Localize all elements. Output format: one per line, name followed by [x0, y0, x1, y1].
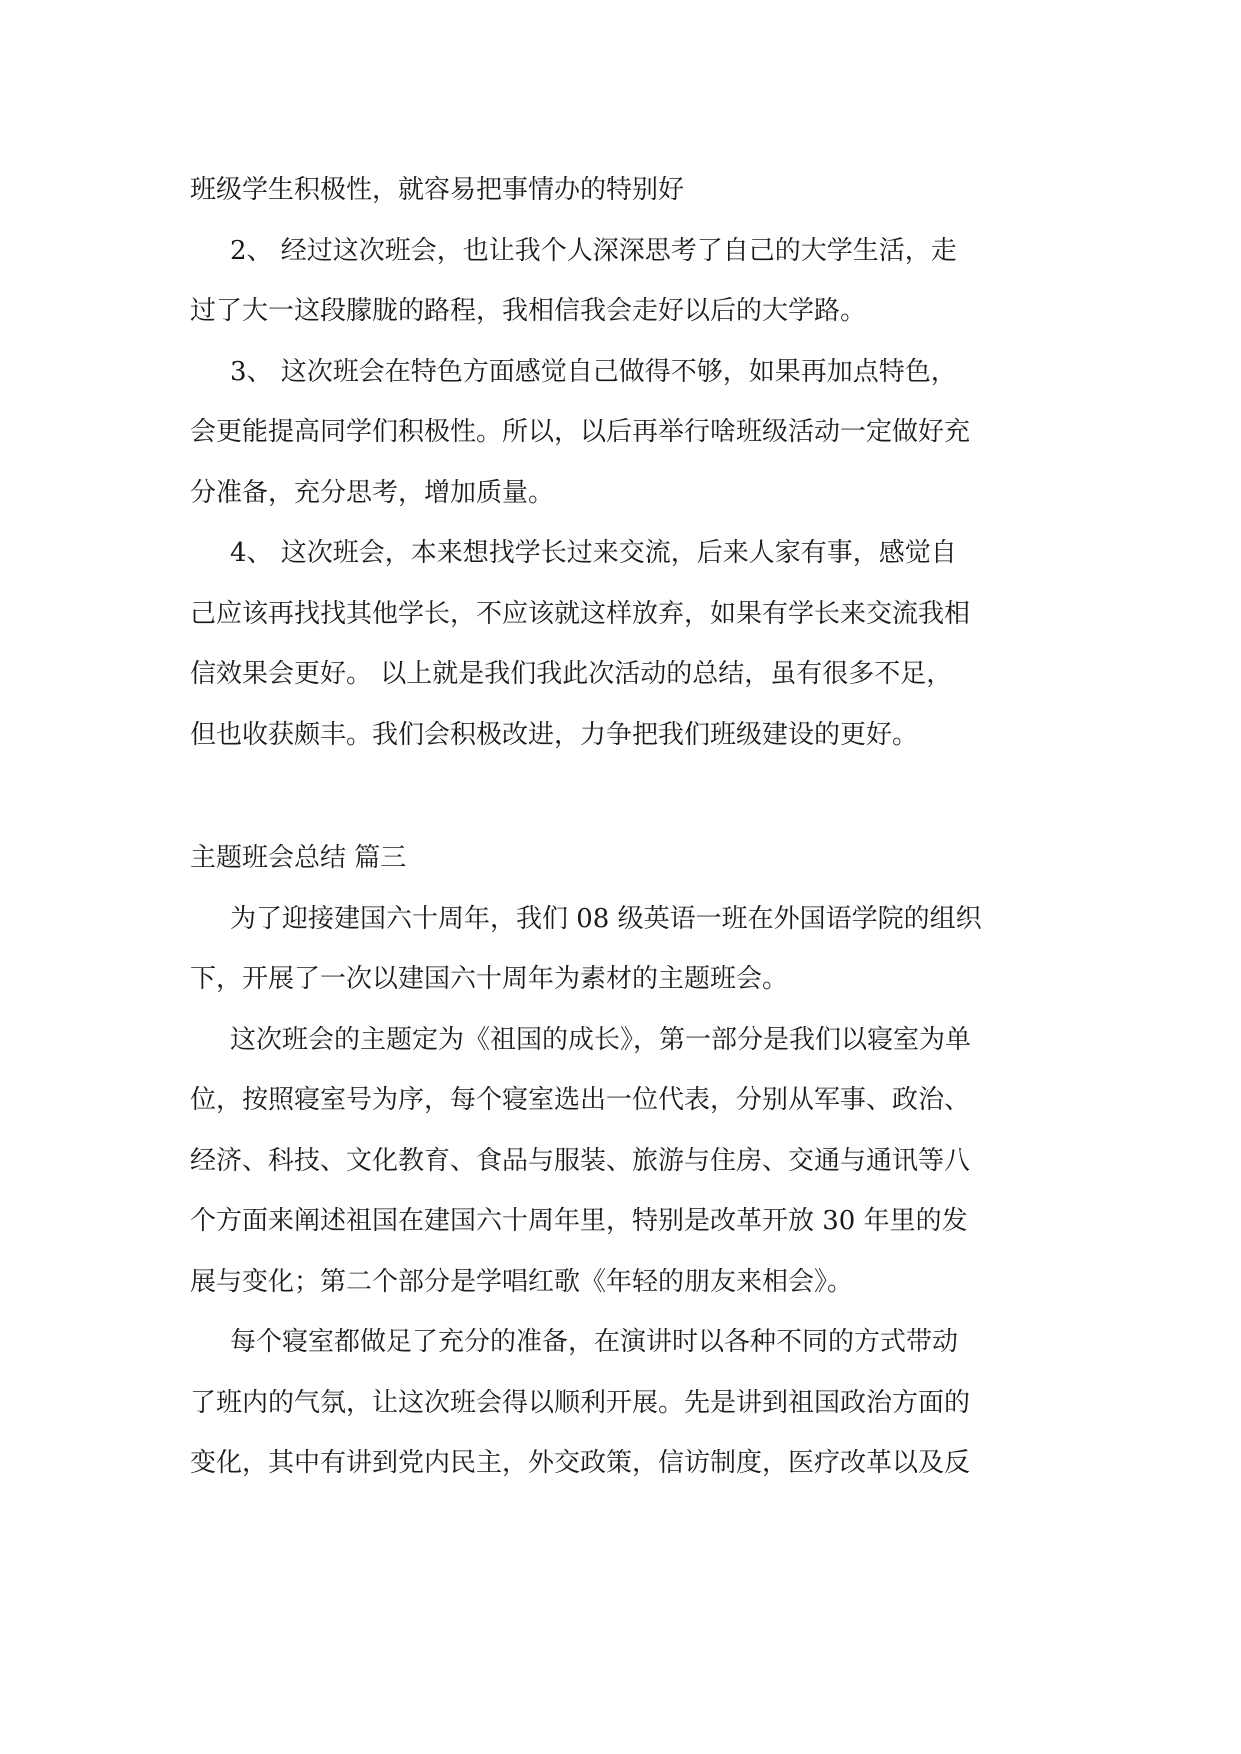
text-line: 这次班会的主题定为《祖国的成长》，第一部分是我们以寝室为单 [230, 1024, 972, 1055]
section-three-paragraph-2 [190, 1010, 1060, 1313]
text-line: 班级学生积极性，就容易把事情办的特别好 [190, 175, 685, 205]
text-line: 变化，其中有讲到党内民主，外交政策，信访制度，医疗改革以及反 [190, 1448, 971, 1478]
text-line: 2、 经过这次班会，也让我个人深深思考了自己的大学生活，走 [230, 235, 957, 266]
section-three-paragraph-1 [190, 889, 1060, 1010]
text-line: 己应该再找找其他学长，不应该就这样放弃，如果有学长来交流我相 [190, 598, 971, 629]
text-line: 会更能提高同学们积极性。所以，以后再举行啥班级活动一定做好充 [190, 417, 971, 447]
text-line: 4、 这次班会，本来想找学长过来交流，后来人家有事，感觉自 [230, 538, 957, 568]
text-line: 经济、科技、文化教育、食品与服装、旅游与住房、交通与通讯等八 [190, 1145, 971, 1176]
text-line: 为了迎接建国六十周年，我们 08 级英语一班在外国语学院的组织 [230, 903, 982, 934]
point-4-paragraph [190, 523, 1060, 765]
text-line: 展与变化；第二个部分是学唱红歌《年轻的朋友来相会》。 [190, 1266, 854, 1297]
text-line: 信效果会更好。 以上就是我们我此次活动的总结，虽有很多不足， [190, 659, 953, 689]
text-line: 每个寝室都做足了充分的准备，在演讲时以各种不同的方式带动 [230, 1327, 959, 1357]
section-spacer [190, 765, 1060, 828]
text-line: 了班内的气氛，让这次班会得以顺利开展。先是讲到祖国政治方面的 [190, 1387, 971, 1418]
point-2-paragraph [190, 221, 1060, 342]
text-line: 个方面来阐述祖国在建国六十周年里，特别是改革开放 30 年里的发 [190, 1206, 968, 1236]
text-line: 下，开展了一次以建国六十周年为素材的主题班会。 [190, 964, 789, 994]
section-heading: 主题班会总结 篇三 [190, 843, 407, 873]
point-3-paragraph [190, 342, 1060, 524]
text-line: 过了大一这段朦胧的路程，我相信我会走好以后的大学路。 [190, 296, 867, 326]
section-three [190, 828, 1060, 1494]
document-body [190, 160, 1060, 1494]
text-line: 位，按照寝室号为序，每个寝室选出一位代表，分别从军事、政治、 [190, 1085, 971, 1115]
text-line: 但也收获颇丰。我们会积极改进，力争把我们班级建设的更好。 [190, 719, 919, 750]
section-three-paragraph-3 [190, 1312, 1060, 1494]
text-line: 3、 这次班会在特色方面感觉自己做得不够，如果再加点特色， [230, 356, 957, 387]
section-two-tail [190, 160, 1060, 221]
text-line: 分准备，充分思考，增加质量。 [190, 477, 555, 508]
